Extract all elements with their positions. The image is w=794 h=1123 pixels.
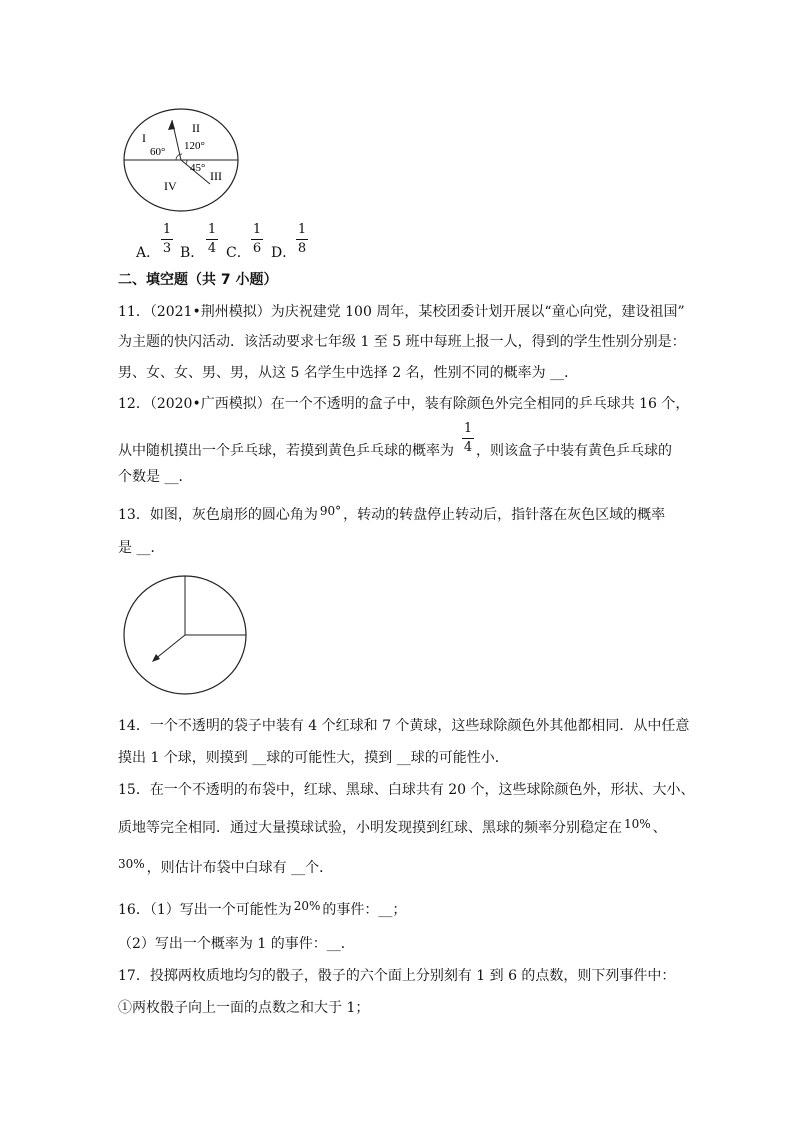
q15-pct-black: 30% bbox=[118, 857, 145, 871]
q15-line-2-post: 、 bbox=[652, 820, 667, 836]
q15-line-3 bbox=[118, 858, 333, 878]
q14-line-1: 14．一个不透明的袋子中装有 4 个红球和 7 个黄球，这些球除颜色外其他都相同．从中任意 bbox=[118, 718, 690, 734]
option-b-letter: B． bbox=[180, 245, 205, 261]
q15-line-2 bbox=[118, 818, 667, 838]
q16-pct: 20% bbox=[293, 899, 321, 913]
q11-line-1: 11．（2021•荆州模拟）为庆祝建党 100 周年，某校团委计划开展以“童心向党，建设祖国” bbox=[118, 304, 685, 320]
spinner-diagram-q13 bbox=[122, 574, 250, 698]
region-label-2: II bbox=[192, 121, 200, 135]
angle-label-45: 45° bbox=[190, 162, 206, 174]
q13-line-1-post: ，转动的转盘停止转动后，指针落在灰色区域的概率 bbox=[343, 507, 666, 523]
option-d-letter: D． bbox=[271, 245, 297, 261]
q17-line-1: 17．投掷两枚质地均匀的骰子，骰子的六个面上分别刻有 1 到 6 的点数，则下列事件中： bbox=[118, 968, 676, 984]
option-a-letter: A． bbox=[136, 245, 161, 261]
region-label-1: I bbox=[142, 131, 146, 145]
q14-line-2: 摸出 1 个球，则摸到 __球的可能性大，摸到 __球的可能性小． bbox=[118, 750, 509, 766]
option-d-fraction: 1 8 bbox=[297, 222, 307, 256]
q12-line-2 bbox=[118, 441, 672, 461]
q15-line-1: 15．在一个不透明的布袋中，红球、黑球、白球共有 20 个，这些球除颜色外，形状、大小、 bbox=[118, 782, 695, 798]
option-c-letter: C． bbox=[226, 245, 251, 261]
option-b-fraction: 1 4 bbox=[207, 222, 217, 256]
q13-line-2: 是 __． bbox=[118, 540, 165, 556]
section-heading-fill-in: 二、填空题（共 7 小题） bbox=[118, 272, 278, 288]
q12-line-1: 12．（2020•广西模拟）在一个不透明的盒子中，装有除颜色外完全相同的乒乓球共 16 个， bbox=[118, 396, 690, 412]
q17-line-2: ①两枚骰子向上一面的点数之和大于 1； bbox=[118, 1000, 370, 1016]
spinner-diagram-q10 bbox=[120, 108, 244, 218]
q16-line-1-post: 的事件：__； bbox=[322, 902, 407, 918]
option-c-fraction: 1 6 bbox=[252, 222, 262, 256]
q10-options bbox=[136, 222, 336, 264]
q12-fraction: 1 4 bbox=[463, 421, 473, 455]
q12-line-2-post: ，则该盒子中装有黄色乒乓球的 bbox=[476, 443, 672, 459]
q15-pct-red: 10% bbox=[624, 817, 651, 831]
angle-label-60: 60° bbox=[150, 146, 166, 158]
option-a-fraction: 1 3 bbox=[162, 222, 172, 256]
q13-line-1 bbox=[118, 505, 665, 525]
q12-line-3: 个数是 __． bbox=[118, 469, 193, 485]
q15-line-2-pre: 质地等完全相同．通过大量摸球试验，小明发现摸到红球、黑球的频率分别稳定在 bbox=[118, 820, 622, 836]
q11-line-3: 男、女、女、男、男，从这 5 名学生中选择 2 名，性别不同的概率为 __． bbox=[118, 365, 579, 381]
q16-line-1 bbox=[118, 900, 406, 920]
q13-angle: 90° bbox=[319, 504, 342, 518]
q16-line-2: （2）写出一个概率为 1 的事件：__． bbox=[118, 936, 355, 952]
q12-line-2-pre: 从中随机摸出一个乒乓球，若摸到黄色乒乓球的概率为 bbox=[118, 443, 454, 459]
region-label-4: IV bbox=[164, 179, 177, 193]
region-label-3: III bbox=[210, 169, 222, 183]
q13-line-1-pre: 13．如图，灰色扇形的圆心角为 bbox=[118, 507, 318, 523]
q11-line-2: 为主题的快闪活动．该活动要求七年级 1 至 5 班中每班上报一人，得到的学生性别分别是： bbox=[118, 334, 686, 350]
q15-line-3-text: ，则估计布袋中白球有 __个． bbox=[146, 860, 334, 876]
angle-label-120: 120° bbox=[184, 140, 205, 152]
q16-line-1-pre: 16．（1）写出一个可能性为 bbox=[118, 902, 292, 918]
